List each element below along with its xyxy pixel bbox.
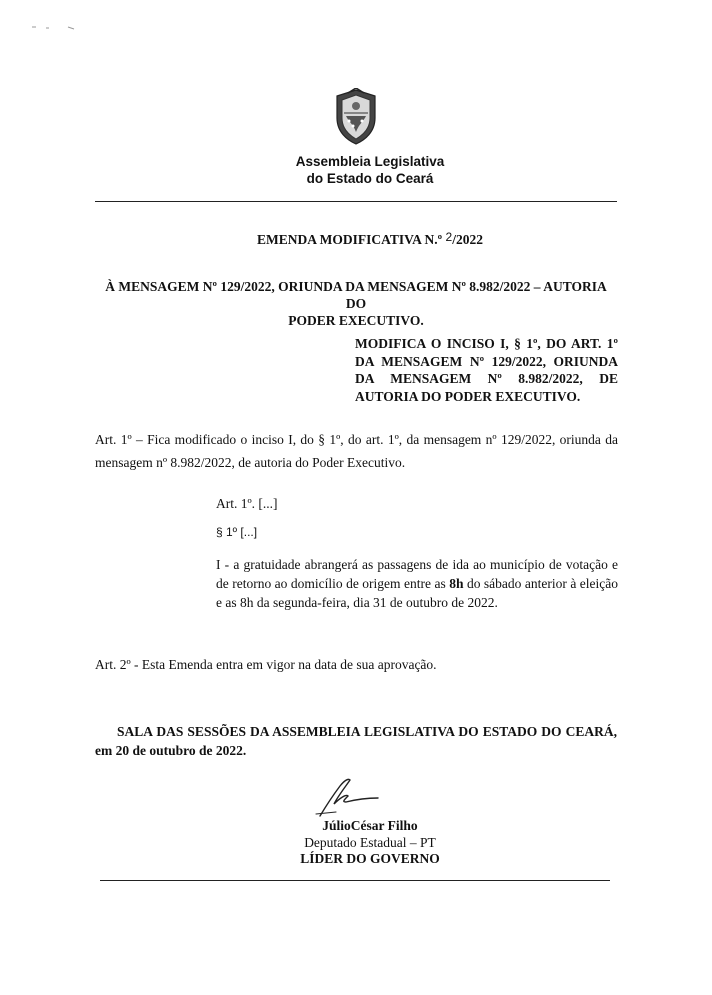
signatory-name: JúlioCésar Filho	[322, 818, 418, 833]
amendment-subject	[95, 278, 617, 329]
institution-name	[200, 153, 540, 187]
article-1: Art. 1º – Fica modificado o inciso I, do § 1º, do art. 1º, da mensagem nº 129/2022, oriunda da mensagem nº 8.982/2022, de autoria do Poder Executivo.	[95, 432, 618, 470]
quoted-paragraph: § 1º [...]	[216, 525, 258, 539]
handwritten-amendment-number: 2	[445, 230, 453, 244]
subject-line-2: PODER EXECUTIVO.	[288, 313, 424, 328]
inciso-text-end: do sábado anterior à eleição e as 8h da segunda-feira, dia 31 de outubro de 2022.	[216, 576, 618, 610]
amendment-title-prefix: EMENDA MODIFICATIVA N.º	[257, 232, 443, 247]
article-2: Art. 2º - Esta Emenda entra em vigor na data de sua aprovação.	[95, 657, 437, 672]
quoted-article: Art. 1º. [...]	[216, 496, 278, 511]
signatory-position: LÍDER DO GOVERNO	[300, 851, 440, 866]
quoted-inciso	[216, 555, 618, 612]
state-coat-of-arms-icon	[329, 88, 383, 146]
scan-mark	[30, 22, 90, 32]
amendment-title	[200, 232, 540, 248]
ementa-summary: MODIFICA O INCISO I, § 1º, DO ART. 1º DA MENSAGEM Nº 129/2022, ORIUNDA DA MENSAGEM Nº 8.982/2022, DE AUTORIA DO PODER EXECUTIVO.	[355, 336, 618, 404]
closing-statement: SALA DAS SESSÕES DA ASSEMBLEIA LEGISLATIVA DO ESTADO DO CEARÁ, em 20 de outubro de 2022.	[95, 724, 617, 758]
signatory-role: Deputado Estadual – PT	[304, 834, 436, 850]
handwritten-signature	[306, 772, 384, 822]
institution-line-2: do Estado do Ceará	[306, 171, 434, 186]
subject-line-1: À MENSAGEM Nº 129/2022, ORIUNDA DA MENSAGEM Nº 8.982/2022 – AUTORIA DO	[105, 279, 607, 311]
inciso-text-start: I - a gratuidade abrangerá as passagens de ida ao município de votação e de retorno ao domicílio de origem entre as	[216, 557, 618, 591]
footer-divider	[100, 880, 610, 881]
inciso-bold-time: 8h	[449, 576, 464, 591]
amendment-title-year: /2022	[452, 232, 483, 247]
signature-block	[220, 818, 520, 868]
institution-line-1: Assembleia Legislativa	[295, 154, 445, 169]
header-divider	[95, 201, 617, 202]
